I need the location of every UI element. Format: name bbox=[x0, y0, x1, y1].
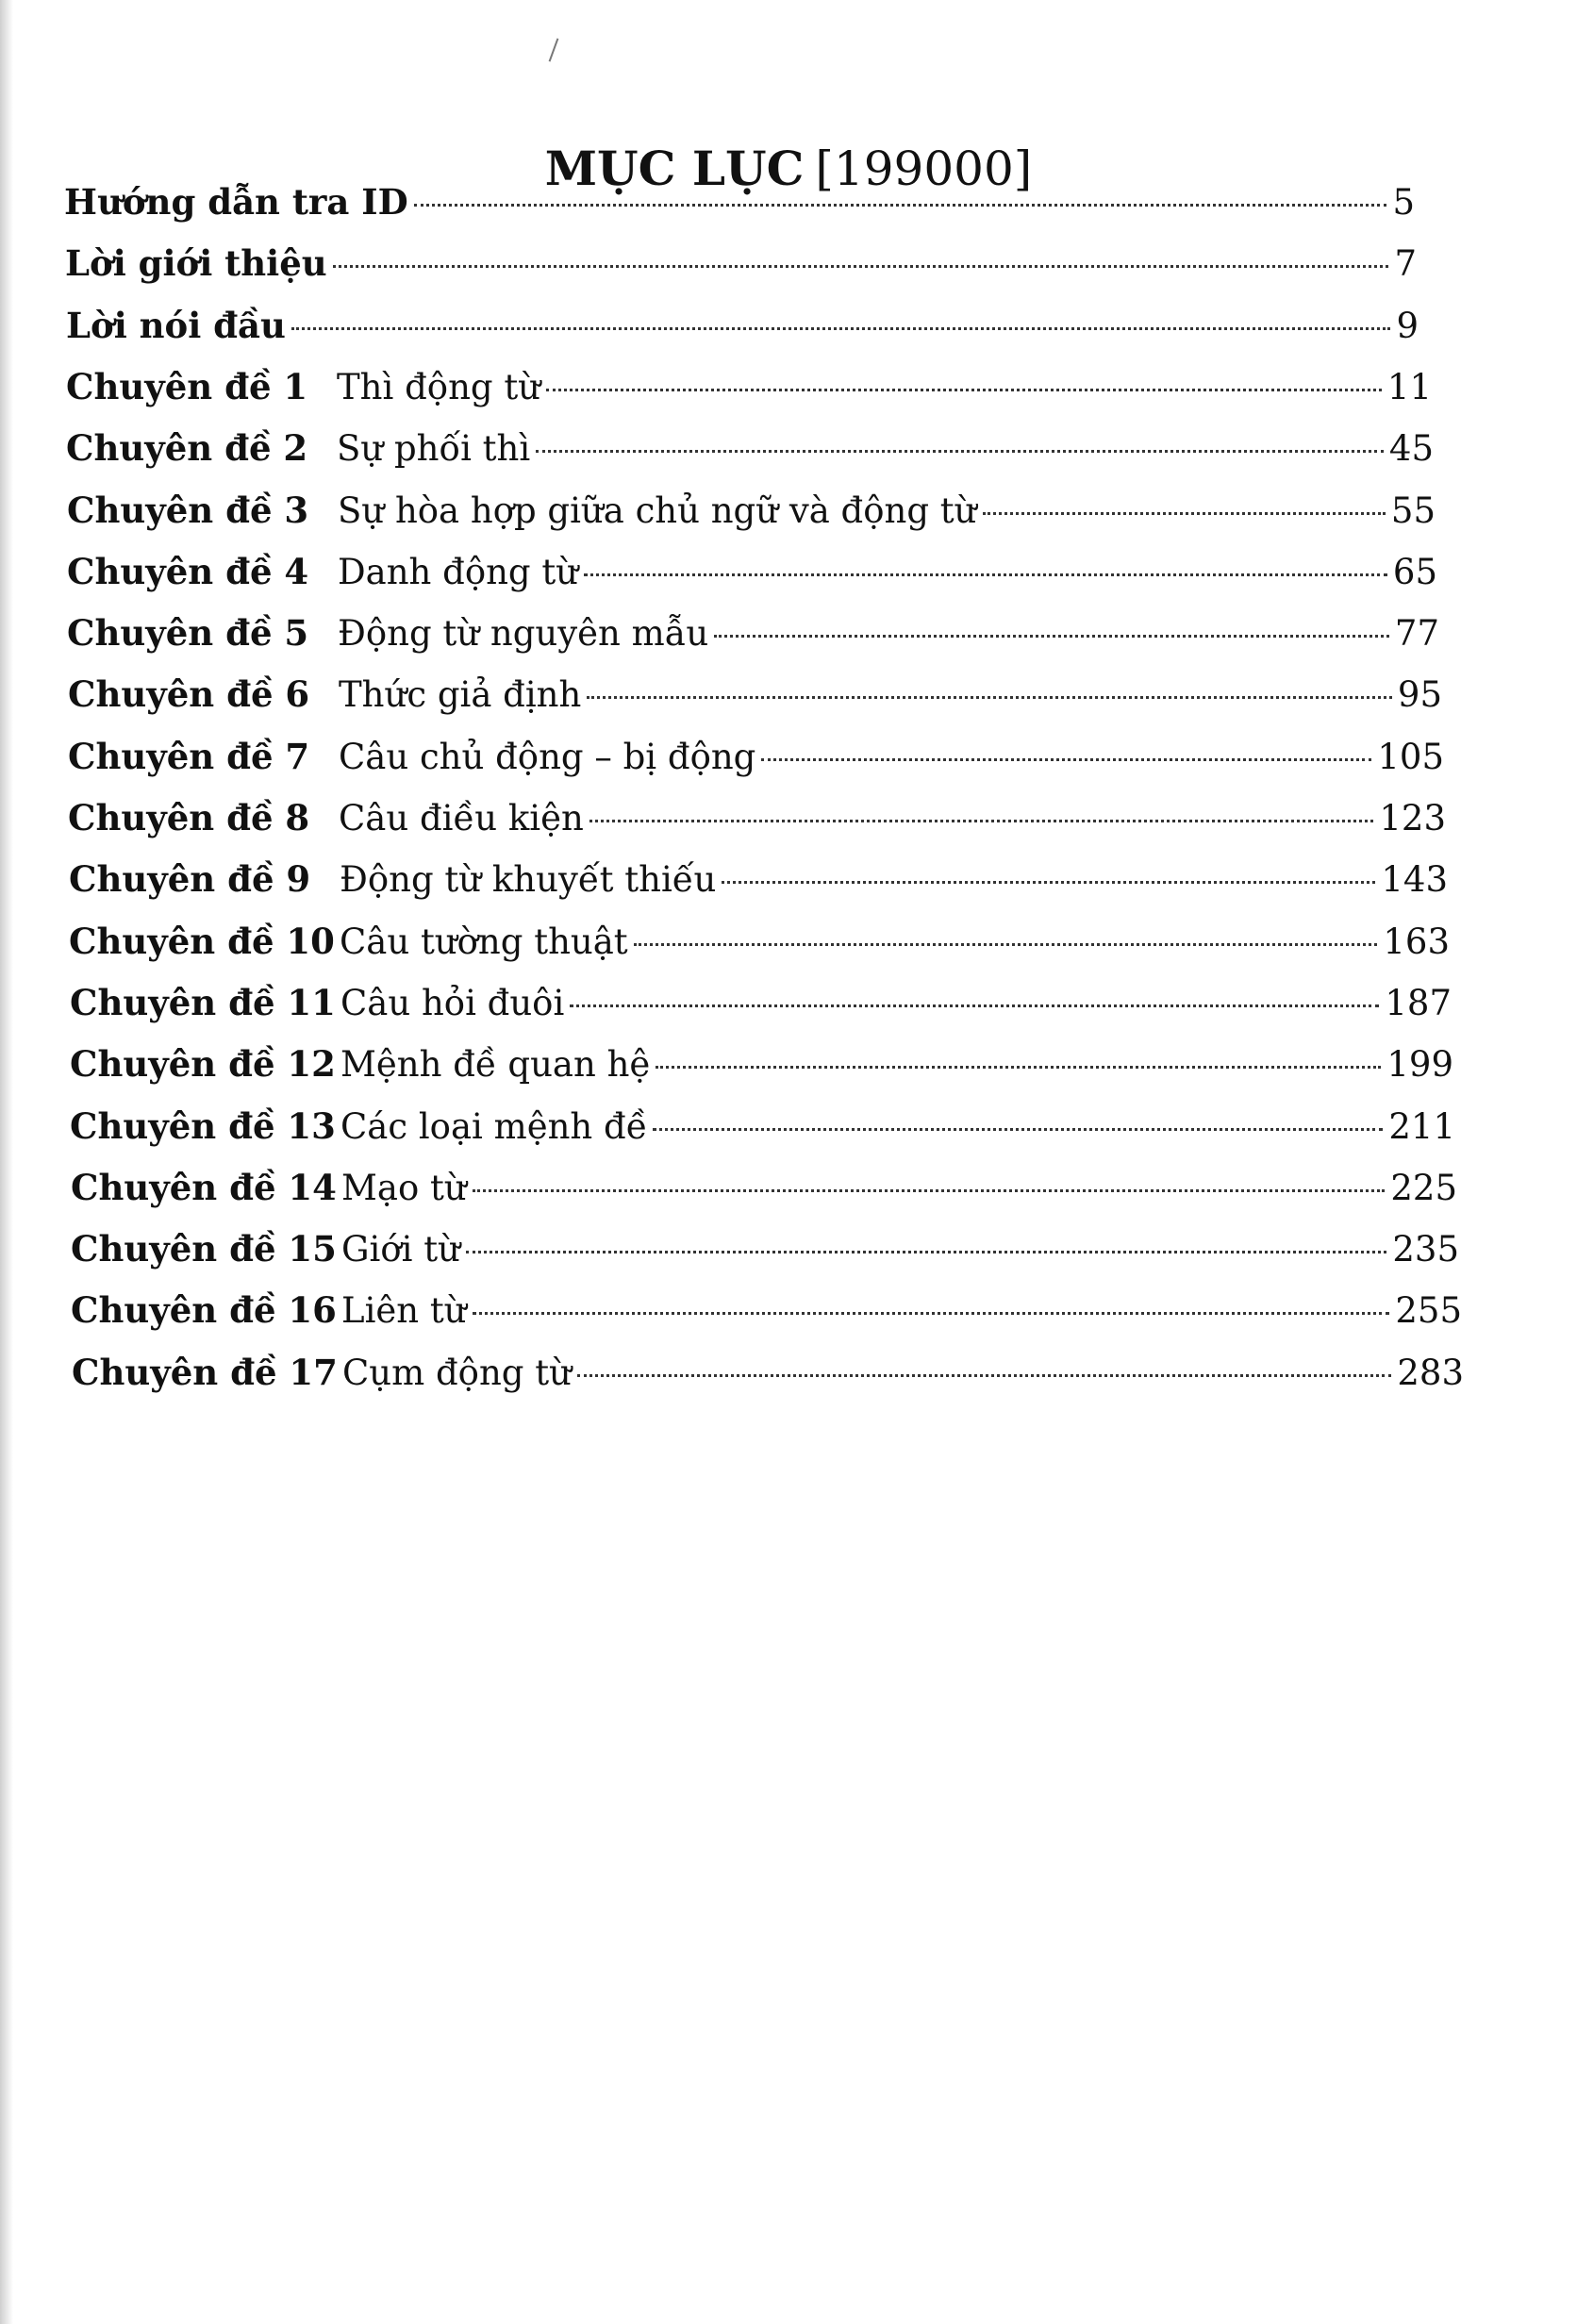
toc-page-number: 9 bbox=[1396, 305, 1419, 346]
toc-chapter-number: Chuyên đề 16 bbox=[71, 1289, 337, 1332]
dot-leader bbox=[584, 573, 1387, 576]
toc-page-number: 235 bbox=[1392, 1229, 1459, 1270]
toc-chapter-topic: Danh động từ bbox=[338, 551, 579, 592]
toc-chapter-entry[interactable] bbox=[68, 732, 1444, 781]
toc-chapter-number: Chuyên đề 1 bbox=[66, 365, 308, 407]
toc-chapter-entry[interactable] bbox=[66, 423, 1434, 473]
toc-chapter-entry[interactable] bbox=[72, 1348, 1464, 1397]
toc-chapter-number: Chuyên đề 12 bbox=[70, 1043, 336, 1086]
dot-leader bbox=[414, 204, 1387, 207]
scan-edge-shadow bbox=[0, 0, 13, 2324]
pencil-mark bbox=[549, 38, 559, 61]
dot-leader bbox=[653, 1128, 1383, 1131]
toc-chapter-number: Chuyên đề 3 bbox=[67, 489, 309, 531]
toc-chapter-entry[interactable] bbox=[69, 917, 1450, 966]
toc-chapter-entry[interactable] bbox=[69, 855, 1448, 904]
toc-chapter-entry[interactable] bbox=[71, 1163, 1457, 1212]
toc-entry-label: Hướng dẫn tra ID bbox=[64, 181, 408, 223]
dot-leader bbox=[722, 881, 1375, 884]
toc-chapter-topic: Mạo từ bbox=[341, 1167, 467, 1208]
toc-page-number: 123 bbox=[1379, 798, 1446, 838]
toc-chapter-entry[interactable] bbox=[67, 547, 1437, 596]
toc-chapter-topic: Giới từ bbox=[341, 1229, 460, 1270]
toc-page-number: 105 bbox=[1377, 736, 1444, 777]
dot-leader bbox=[536, 450, 1384, 453]
toc-chapter-topic: Cụm động từ bbox=[342, 1352, 572, 1393]
toc-chapter-topic: Thức giả định bbox=[339, 674, 582, 716]
toc-chapter-topic: Các loại mệnh đề bbox=[340, 1105, 648, 1147]
toc-chapter-number: Chuyên đề 17 bbox=[72, 1351, 338, 1393]
toc-chapter-number: Chuyên đề 14 bbox=[71, 1166, 337, 1208]
dot-leader bbox=[577, 1374, 1391, 1377]
toc-chapter-number: Chuyên đề 4 bbox=[67, 550, 309, 592]
dot-leader bbox=[714, 635, 1389, 638]
toc-chapter-number: Chuyên đề 8 bbox=[68, 797, 310, 838]
toc-page-number: 163 bbox=[1383, 921, 1450, 962]
toc-page-number: 5 bbox=[1392, 182, 1415, 223]
toc-page-number: 77 bbox=[1394, 613, 1439, 655]
dot-leader bbox=[634, 943, 1378, 946]
toc-chapter-topic: Thì động từ bbox=[337, 366, 541, 407]
toc-chapter-topic: Động từ khuyết thiếu bbox=[340, 859, 717, 901]
dot-leader bbox=[473, 1312, 1390, 1315]
toc-chapter-topic: Liên từ bbox=[341, 1290, 467, 1332]
toc-page-number: 7 bbox=[1394, 243, 1417, 285]
toc-chapter-topic: Sự hòa hợp giữa chủ ngữ và động từ bbox=[338, 490, 977, 531]
dot-leader bbox=[473, 1189, 1386, 1192]
toc-chapter-entry[interactable] bbox=[66, 362, 1432, 411]
toc-chapter-entry[interactable] bbox=[71, 1286, 1462, 1335]
toc-chapter-entry[interactable] bbox=[67, 608, 1439, 657]
title-main: MỤC LỤC bbox=[544, 140, 805, 196]
toc-chapter-number: Chuyên đề 5 bbox=[67, 612, 309, 655]
dot-leader bbox=[761, 758, 1371, 761]
toc-chapter-topic: Câu chủ động – bị động bbox=[339, 736, 756, 777]
toc-chapter-number: Chuyên đề 10 bbox=[69, 920, 335, 962]
toc-page-number: 143 bbox=[1381, 859, 1448, 901]
toc-entry-label: Lời nói đầu bbox=[66, 304, 286, 346]
toc-chapter-number: Chuyên đề 2 bbox=[66, 427, 308, 470]
toc-chapter-number: Chuyên đề 6 bbox=[68, 673, 310, 716]
toc-chapter-number: Chuyên đề 13 bbox=[70, 1104, 336, 1147]
dot-leader bbox=[333, 265, 1389, 268]
toc-chapter-topic: Câu điều kiện bbox=[339, 798, 584, 838]
toc-chapter-number: Chuyên đề 7 bbox=[68, 735, 310, 777]
toc-chapter-entry[interactable] bbox=[70, 1102, 1455, 1151]
toc-chapter-topic: Động từ nguyên mẫu bbox=[338, 613, 709, 655]
toc-page-number: 255 bbox=[1395, 1290, 1462, 1332]
title-code: [199000] bbox=[815, 141, 1033, 196]
toc-chapter-topic: Sự phối thì bbox=[337, 428, 531, 470]
toc-page-number: 55 bbox=[1390, 490, 1436, 531]
dot-leader bbox=[983, 512, 1386, 515]
toc-chapter-number: Chuyên đề 11 bbox=[70, 981, 336, 1023]
toc-page-number: 283 bbox=[1397, 1352, 1464, 1393]
toc-front-entry[interactable] bbox=[64, 177, 1415, 226]
toc-page-number: 211 bbox=[1388, 1105, 1455, 1147]
toc-chapter-entry[interactable] bbox=[71, 1224, 1459, 1273]
dot-leader bbox=[589, 820, 1374, 822]
toc-page-number: 45 bbox=[1388, 428, 1434, 470]
toc-page-number: 65 bbox=[1392, 551, 1437, 592]
toc-front-entry[interactable] bbox=[65, 239, 1417, 288]
dot-leader bbox=[570, 1004, 1379, 1007]
toc-chapter-entry[interactable] bbox=[70, 1039, 1453, 1088]
toc-chapter-number: Chuyên đề 15 bbox=[71, 1228, 337, 1270]
dot-leader bbox=[546, 389, 1382, 391]
toc-page-number: 11 bbox=[1386, 366, 1432, 407]
toc-chapter-number: Chuyên đề 9 bbox=[69, 858, 311, 901]
toc-chapter-entry[interactable] bbox=[70, 978, 1452, 1027]
toc-page-number: 225 bbox=[1390, 1167, 1457, 1208]
toc-page-number: 187 bbox=[1385, 982, 1452, 1023]
toc-chapter-entry[interactable] bbox=[67, 486, 1436, 535]
toc-chapter-topic: Mệnh đề quan hệ bbox=[340, 1044, 651, 1086]
toc-chapter-topic: Câu tường thuật bbox=[340, 921, 628, 962]
toc-chapter-topic: Câu hỏi đuôi bbox=[340, 982, 565, 1023]
dot-leader bbox=[466, 1251, 1386, 1253]
dot-leader bbox=[291, 327, 1391, 330]
toc-entry-label: Lời giới thiệu bbox=[65, 242, 327, 285]
dot-leader bbox=[656, 1066, 1381, 1069]
toc-chapter-entry[interactable] bbox=[68, 670, 1442, 719]
toc-chapter-entry[interactable] bbox=[68, 793, 1446, 842]
dot-leader bbox=[587, 696, 1392, 699]
toc-front-entry[interactable] bbox=[66, 301, 1419, 350]
toc-page-number: 95 bbox=[1397, 674, 1442, 716]
toc-page-number: 199 bbox=[1386, 1044, 1453, 1086]
